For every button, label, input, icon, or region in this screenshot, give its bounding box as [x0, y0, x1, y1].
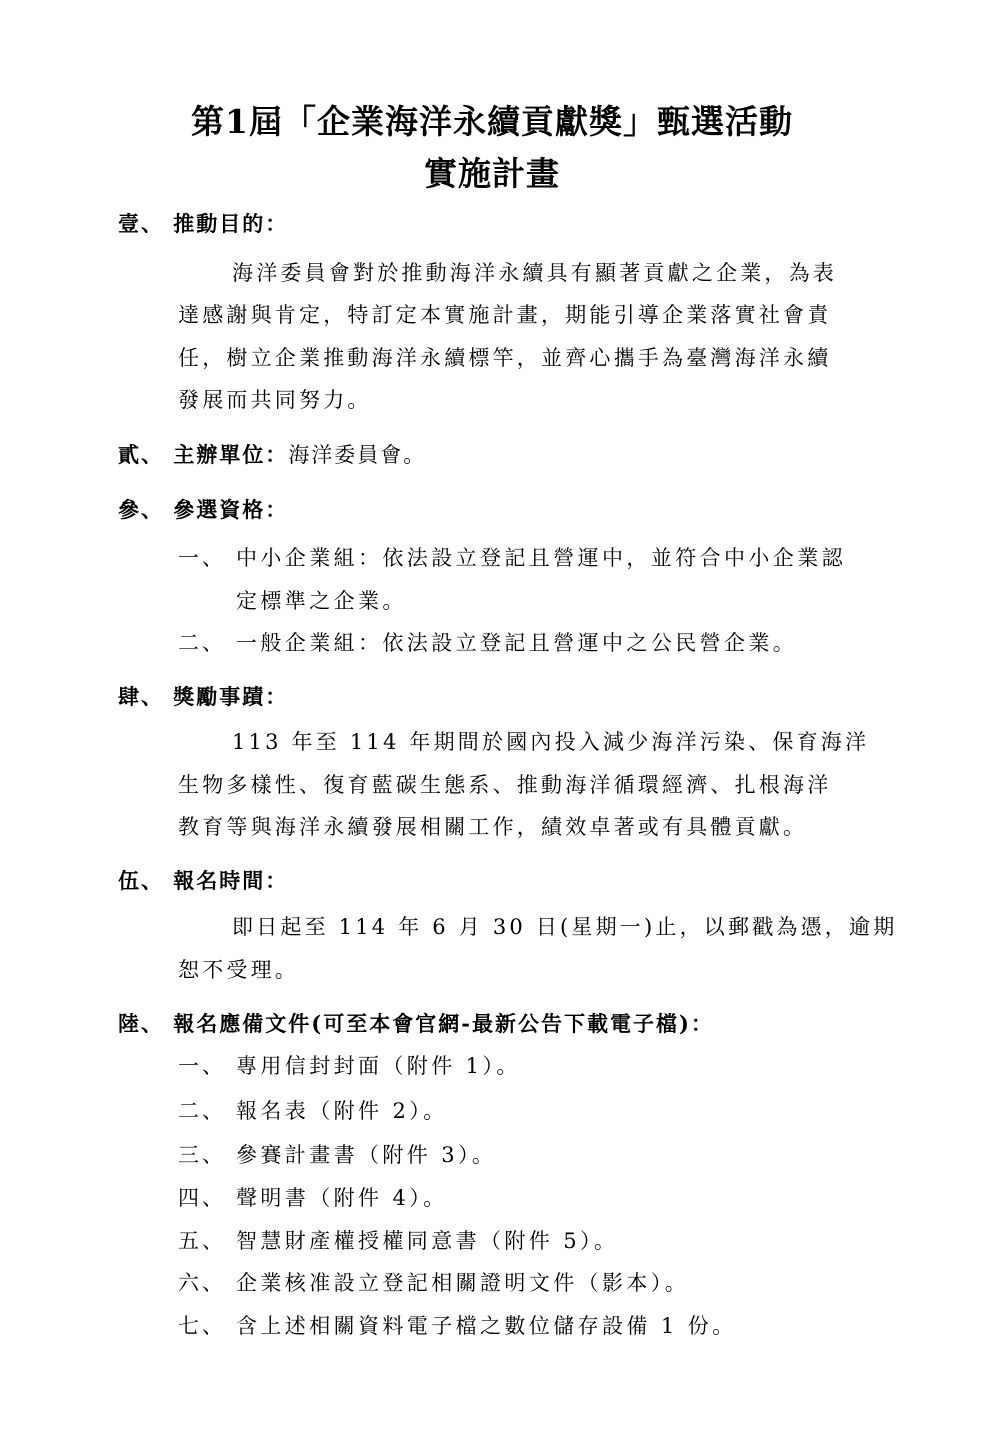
paragraph-line: 恕不受理。: [178, 958, 299, 982]
section-heading-required-documents: 陸、 報名應備文件(可至本會官網-最新公告下載電子檔)：: [118, 1011, 714, 1036]
section-heading-registration-period: 伍、 報名時間：: [118, 868, 289, 893]
section-heading-organizer: [118, 439, 426, 469]
paragraph-line: 海洋委員會對於推動海洋永續具有顯著貢獻之企業，為表: [232, 261, 837, 285]
document-title: 第1屆「企業海洋永續貢獻獎」甄選活動: [191, 102, 793, 141]
paragraph-line: 113 年至 114 年期間於國內投入減少海洋污染、保育海洋: [232, 730, 870, 754]
eligibility-item-sme-cont: 定標準之企業。: [236, 589, 407, 613]
document-item: 智慧財產權授權同意書（附件 5）。: [236, 1229, 619, 1253]
section-heading-eligibility: 參、 參選資格：: [118, 497, 289, 522]
document-item: 參賽計畫書（附件 3）。: [236, 1143, 497, 1167]
document-item: 含上述相關資料電子檔之數位儲存設備 1 份。: [236, 1314, 737, 1338]
paragraph-line: 任，樹立企業推動海洋永續標竿，並齊心攜手為臺灣海洋永續: [178, 346, 832, 370]
document-item: 企業核准設立登記相關證明文件（影本）。: [236, 1271, 690, 1295]
list-number: 二、: [178, 1099, 226, 1123]
paragraph-line: 達感謝與肯定，特訂定本實施計畫，期能引導企業落實社會責: [178, 303, 832, 327]
section-heading-organizer-label: 貳、 主辦單位：: [118, 442, 289, 467]
paragraph-line: 教育等與海洋永續發展相關工作，績效卓著或有具體貢獻。: [178, 815, 808, 839]
section-heading-achievements: 肆、 獎勵事蹟：: [118, 684, 289, 709]
section-heading-purpose: 壹、 推動目的：: [118, 211, 289, 236]
list-number: 三、: [178, 1143, 226, 1167]
organizer-value: 海洋委員會。: [288, 443, 427, 467]
document-item: 專用信封封面（附件 1）。: [236, 1054, 521, 1078]
document-subtitle: 實施計畫: [424, 154, 560, 193]
list-number: 六、: [178, 1271, 226, 1295]
paragraph-line: 生物多樣性、復育藍碳生態系、推動海洋循環經濟、扎根海洋: [178, 773, 832, 797]
document-item: 聲明書（附件 4）。: [236, 1186, 448, 1210]
paragraph-line: 發展而共同努力。: [178, 388, 372, 412]
document-item: 報名表（附件 2）。: [236, 1099, 448, 1123]
list-number: 一、: [178, 1054, 226, 1078]
list-number: 七、: [178, 1314, 226, 1338]
list-number: 五、: [178, 1229, 226, 1253]
eligibility-item-sme: 中小企業組：依法設立登記且營運中，並符合中小企業認: [236, 546, 846, 570]
paragraph-line: 即日起至 114 年 6 月 30 日(星期一)止，以郵戳為憑，逾期: [232, 915, 898, 939]
list-number: 一、: [178, 546, 226, 570]
list-number: 二、: [178, 631, 226, 655]
list-number: 四、: [178, 1186, 226, 1210]
eligibility-item-general: 一般企業組：依法設立登記且營運中之公民營企業。: [236, 631, 798, 655]
